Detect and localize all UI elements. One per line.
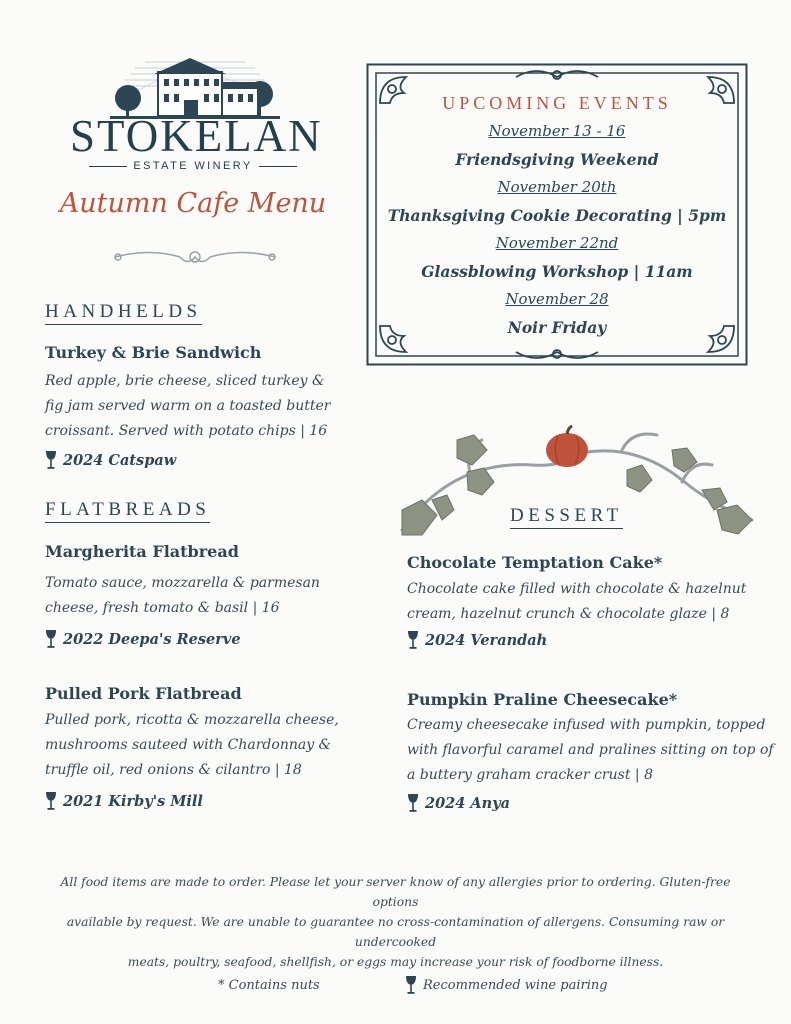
wine-pairing: 2024 Verandah: [407, 630, 547, 650]
events-title: UPCOMING EVENTS: [442, 93, 672, 113]
item-description: Chocolate cake filled with chocolate & hazelnut cream, hazelnut crunch & chocolate glaze | 8: [407, 581, 747, 622]
item-title: Pulled Pork Flatbread: [45, 684, 242, 703]
item-title: Margherita Flatbread: [45, 542, 239, 561]
scroll-flourish: [110, 244, 280, 270]
wine-glass-icon: [407, 630, 419, 650]
event-name: Noir Friday: [507, 318, 607, 337]
item-description: Creamy cheesecake infused with pumpkin, topped with flavorful caramel and pralines sitting on top of a buttery graham cracker crust | 8: [407, 717, 774, 783]
nuts-legend: * Contains nuts: [218, 978, 320, 993]
brand-name: STOKELAN: [70, 111, 323, 161]
event-name: Friendsgiving Weekend: [455, 150, 659, 169]
item-description: Red apple, brie cheese, sliced turkey & fig jam served warm on a toasted butter croissant. Served with potato chips | 16: [45, 373, 331, 439]
section-heading-flatbreads: FLATBREADS: [45, 500, 210, 523]
item-title: Chocolate Temptation Cake*: [407, 553, 663, 572]
wine-pairing: 2022 Deepa's Reserve: [45, 629, 241, 649]
wine-pairing: 2021 Kirby's Mill: [45, 791, 203, 811]
wine-glass-icon: [45, 450, 57, 470]
wine-glass-icon: [45, 791, 57, 811]
allergy-disclaimer: All food items are made to order. Please let your server know of any allergies prior to ordering. Gluten-free options available by request. We are unable to guarantee no cross-contamination of allergens. Consuming raw or undercooked meats, poultry, seafood, shellfish, or eggs may increase your risk of foodborne illness.: [60, 875, 731, 969]
wine-glass-icon: [407, 793, 419, 813]
item-title: Turkey & Brie Sandwich: [45, 343, 262, 362]
wine-pairing: 2024 Anya: [407, 793, 510, 813]
section-heading-dessert: DESSERT: [510, 506, 623, 529]
wine-pairing-legend: Recommended wine pairing: [405, 975, 608, 995]
event-date: November 20th: [497, 178, 617, 196]
wine-glass-icon: [405, 975, 417, 995]
item-description: Pulled pork, ricotta & mozzarella cheese, mushrooms sauteed with Chardonnay & truffle oil, red onions & cilantro | 18: [45, 712, 339, 778]
item-title: Pumpkin Praline Cheesecake*: [407, 690, 678, 709]
event-name: Thanksgiving Cookie Decorating | 5pm: [387, 206, 727, 225]
event-name: Glassblowing Workshop | 11am: [421, 262, 693, 281]
item-description: Tomato sauce, mozzarella & parmesan cheese, fresh tomato & basil | 16: [45, 575, 320, 616]
wine-glass-icon: [45, 629, 57, 649]
menu-title: Autumn Cafe Menu: [59, 188, 327, 219]
section-heading-handhelds: HANDHELDS: [45, 302, 202, 325]
wine-pairing: 2024 Catspaw: [45, 450, 176, 470]
event-date: November 28: [505, 290, 609, 308]
event-date: November 13 - 16: [488, 122, 626, 140]
event-date: November 22nd: [495, 234, 619, 252]
brand-subtitle: ESTATE WINERY: [80, 160, 306, 172]
